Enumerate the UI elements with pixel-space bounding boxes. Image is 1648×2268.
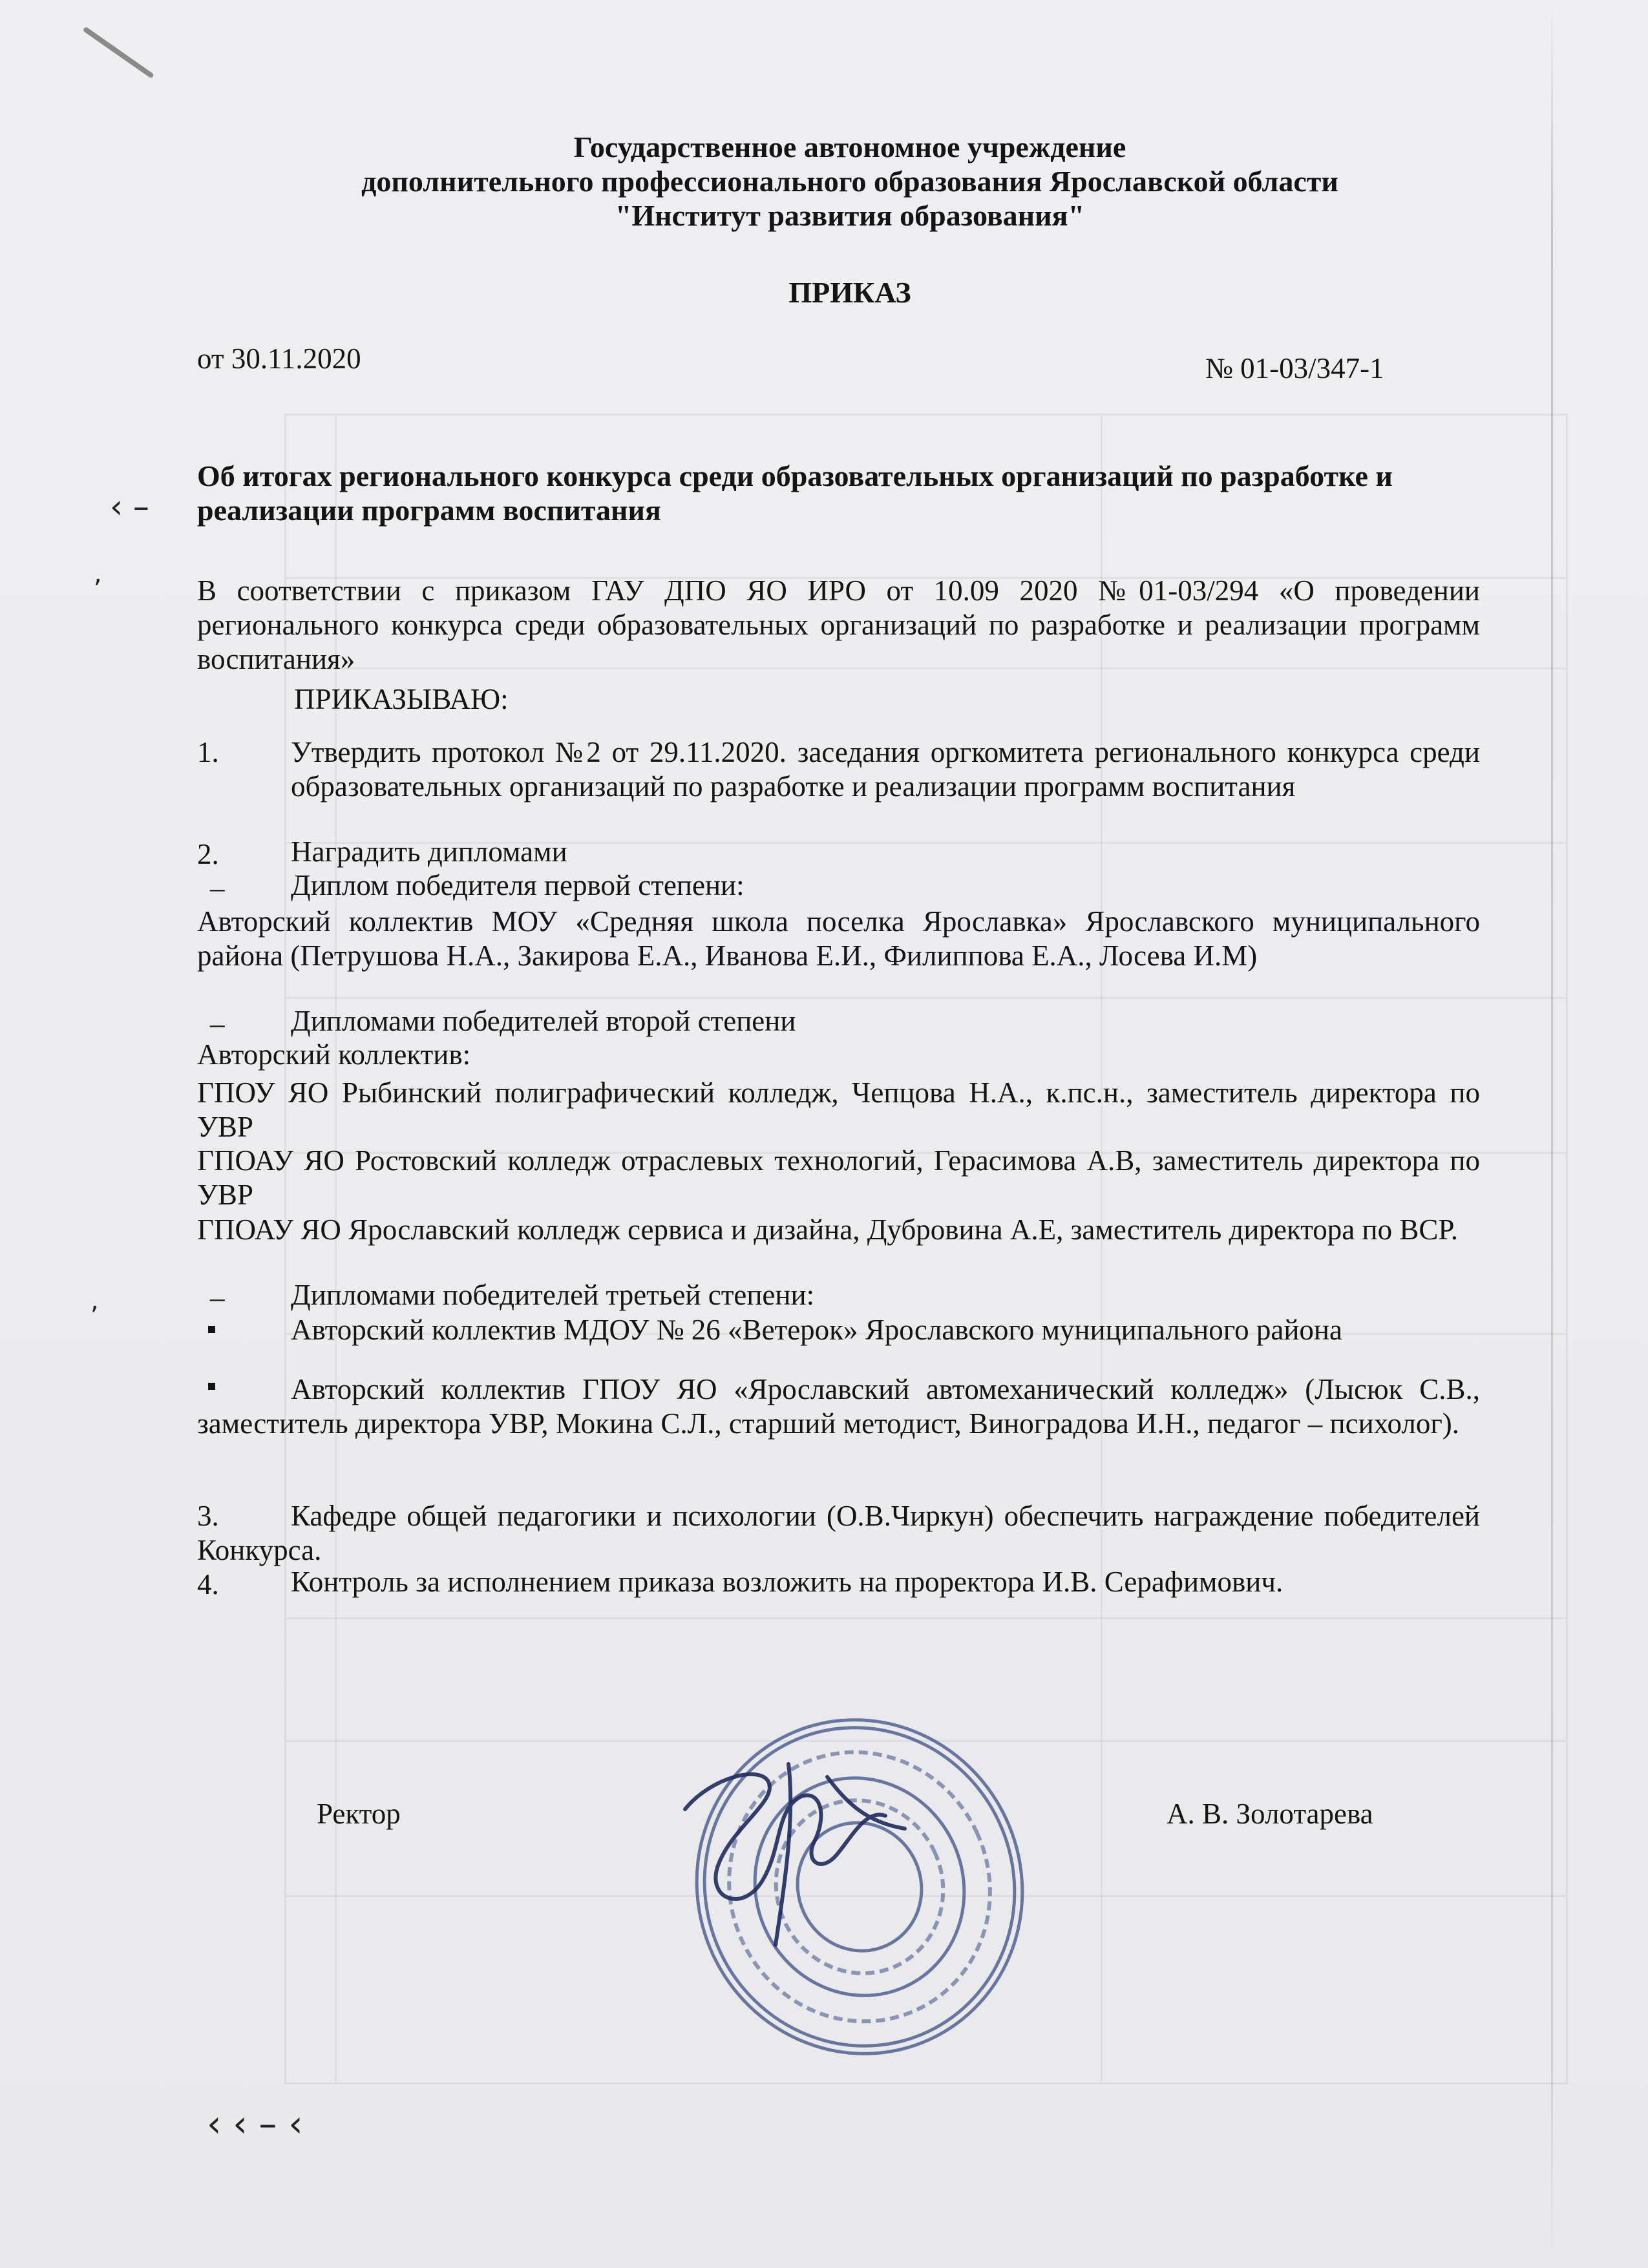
second-degree-winner-2: ГПОАУ ЯО Ростовский колледж отраслевых технологий, Герасимова А.В, заместитель директора по УВР — [197, 1144, 1480, 1211]
preamble: В соответствии с приказом ГАУ ДПО ЯО ИРО от 10.09 2020 №01-03/294 «О проведении регионального конкурса среди образовательных организаций по разработке и реализации программ воспитания» — [197, 574, 1480, 675]
order-date: от 30.11.2020 — [197, 342, 361, 375]
staple-mark — [83, 26, 154, 79]
second-degree-title: Дипломами победителей второй степени — [291, 1005, 796, 1037]
dash-second-degree: – — [210, 1007, 225, 1040]
scan-mark: , — [94, 559, 102, 589]
first-degree-text: Авторский коллектив МОУ «Средняя школа поселка Ярославка» Ярославского муниципального района (Петрушова Н.А., Закирова Е.А., Иванова Е.И., Филиппова Е.А., Лосева И.М) — [197, 905, 1480, 972]
scan-mark: , — [90, 1286, 99, 1316]
item-3-text: Кафедре общей педагогики и психологии (О.В.Чиркун) обеспечить награждение победителей Конкурса. — [197, 1500, 1480, 1566]
item-1-text: Утвердить протокол №2 от 29.11.2020. заседания оргкомитета регионального конкурса среди образовательных организаций по разработке и реализации программ воспитания — [291, 736, 1480, 803]
org-name-line-2: дополнительного профессионального образования Ярославской области — [361, 165, 1338, 198]
item-3-number: 3. — [197, 1500, 219, 1532]
dash-third-degree: – — [210, 1281, 225, 1314]
item-4-text: Контроль за исполнением приказа возложить на проректора И.В. Серафимович. — [291, 1566, 1284, 1598]
order-subject: Об итогах регионального конкурса среди образовательных организаций по разработке и реализации программ воспитания — [197, 459, 1393, 527]
third-degree-title: Дипломами победителей третьей степени: — [291, 1279, 815, 1311]
signatory-name: А. В. Золотарева — [1167, 1798, 1373, 1830]
document-type: ПРИКАЗ — [788, 276, 911, 309]
item-2-number: 2. — [197, 838, 219, 870]
org-name-line-3: "Институт развития образования" — [615, 199, 1085, 232]
item-1-number: 1. — [197, 736, 219, 768]
order-number: № 01-03/347-1 — [1205, 352, 1384, 384]
second-degree-winner-3: ГПОАУ ЯО Ярославский колледж сервиса и дизайна, Дубровина А.Е, заместитель директора по ВСР. — [197, 1213, 1459, 1246]
org-name-line-1: Государственное автономное учреждение — [573, 131, 1126, 163]
handwritten-signature — [672, 1738, 918, 1958]
signatory-position: Ректор — [317, 1798, 401, 1830]
item-4-number: 4. — [197, 1568, 219, 1601]
scan-mark: ‹ ‹ – ‹ — [207, 2103, 303, 2145]
second-degree-winner-1: ГПОУ ЯО Рыбинский полиграфический колледж, Чепцова Н.А., к.пс.н., заместитель директора по УВР — [197, 1076, 1480, 1143]
page-fold-line — [1551, 0, 1553, 2268]
third-degree-winner-2: Авторский коллектив ГПОУ ЯО «Ярославский автомеханический колледж» (Лысюк С.В., заместитель директора УВР, Мокина С.Л., старший методист, Виноградова И.Н., педагог – психолог). — [197, 1373, 1480, 1440]
order-word: ПРИКАЗЫВАЮ: — [294, 683, 509, 715]
scan-mark: ‹ – — [110, 488, 149, 525]
dash-first-degree: – — [210, 872, 225, 904]
first-degree-title: Диплом победителя первой степени: — [291, 869, 745, 901]
second-degree-collective: Авторский коллектив: — [197, 1038, 471, 1071]
bullet-square-1 — [208, 1326, 215, 1333]
item-2-text: Наградить дипломами — [291, 835, 567, 868]
third-degree-winner-1: Авторский коллектив МДОУ № 26 «Ветерок» Ярославского муниципального района — [291, 1314, 1342, 1346]
